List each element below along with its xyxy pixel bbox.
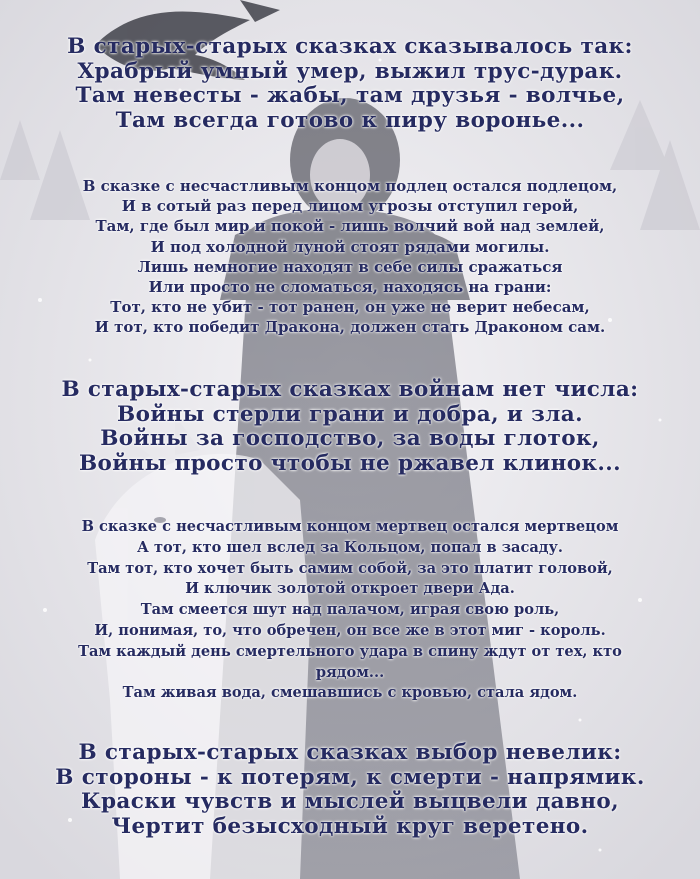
poem-line: Краски чувств и мыслей выцвели давно, <box>80 789 619 814</box>
poem-line: А тот, кто шел вслед за Кольцом, попал в засаду. <box>137 538 563 556</box>
poem-line: Там каждый день смертельного удара в спину ждут от тех, кто <box>78 642 622 660</box>
poem-line: В старых-старых сказках войнам нет числа: <box>61 377 639 402</box>
poem-line: Войны за господство, за воды глоток, <box>100 426 600 451</box>
poem-line: Там смеется шут над палачом, играя свою роль, <box>140 601 560 619</box>
poem-line: Там живая вода, смешавшись с кровью, стала ядом. <box>122 684 578 702</box>
poem-line: Войны просто чтобы не ржавел клинок... <box>78 450 622 476</box>
poem-line: Или просто не сломаться, находясь на грани: <box>148 278 552 297</box>
poem-line: Там тот, кто хочет быть самим собой, за это платит головой, <box>87 559 613 577</box>
poem-line: Храбрый умный умер, выжил трус-дурак. <box>77 58 623 84</box>
poem-line: В старых-старых сказках выбор невелик: <box>78 740 622 765</box>
poem-line: Лишь немногие находят в себе силы сражаться <box>137 257 563 276</box>
poem-line: И под холодной луной стоят рядами могилы. <box>150 237 550 256</box>
poem-line: Войны стерли грани и добра, и зла. <box>117 401 583 427</box>
stanza-5 <box>0 741 700 839</box>
poem-line: Чертит безысходный круг веретено. <box>111 813 589 839</box>
poem-line: В стороны - к потерям, к смерти - напрямик. <box>55 764 645 790</box>
stanza-3 <box>0 378 700 476</box>
poem-line: В сказке с несчастливым концом подлец остался подлецом, <box>82 177 618 195</box>
poem-line: Там невесты - жабы, там друзья - волчье, <box>75 83 625 108</box>
poem-line: Там всегда готово к пиру воронье... <box>115 107 585 133</box>
poem-line: рядом... <box>315 663 385 681</box>
stanza-4 <box>0 517 700 704</box>
poem-line: И тот, кто победит Дракона, должен стать Драконом сам. <box>94 318 606 337</box>
stanza-2 <box>0 176 700 338</box>
poem-line: В сказке с несчастливым концом мертвец остался мертвецом <box>81 518 619 535</box>
poem-line: Тот, кто не убит - тот ранен, он уже не верит небесам, <box>110 298 590 317</box>
stanza-1 <box>0 35 700 133</box>
poem-line: И в сотый раз перед лицом угрозы отступил герой, <box>121 197 579 216</box>
poem-line: И ключик золотой откроет двери Ада. <box>185 580 515 598</box>
poem-line: В старых-старых сказках сказывалось так: <box>67 34 633 59</box>
poem-line: Там, где был мир и покой - лишь волчий вой над землей, <box>95 217 605 236</box>
poem-line: И, понимая, то, что обречен, он все же в этот миг - король. <box>94 621 606 639</box>
